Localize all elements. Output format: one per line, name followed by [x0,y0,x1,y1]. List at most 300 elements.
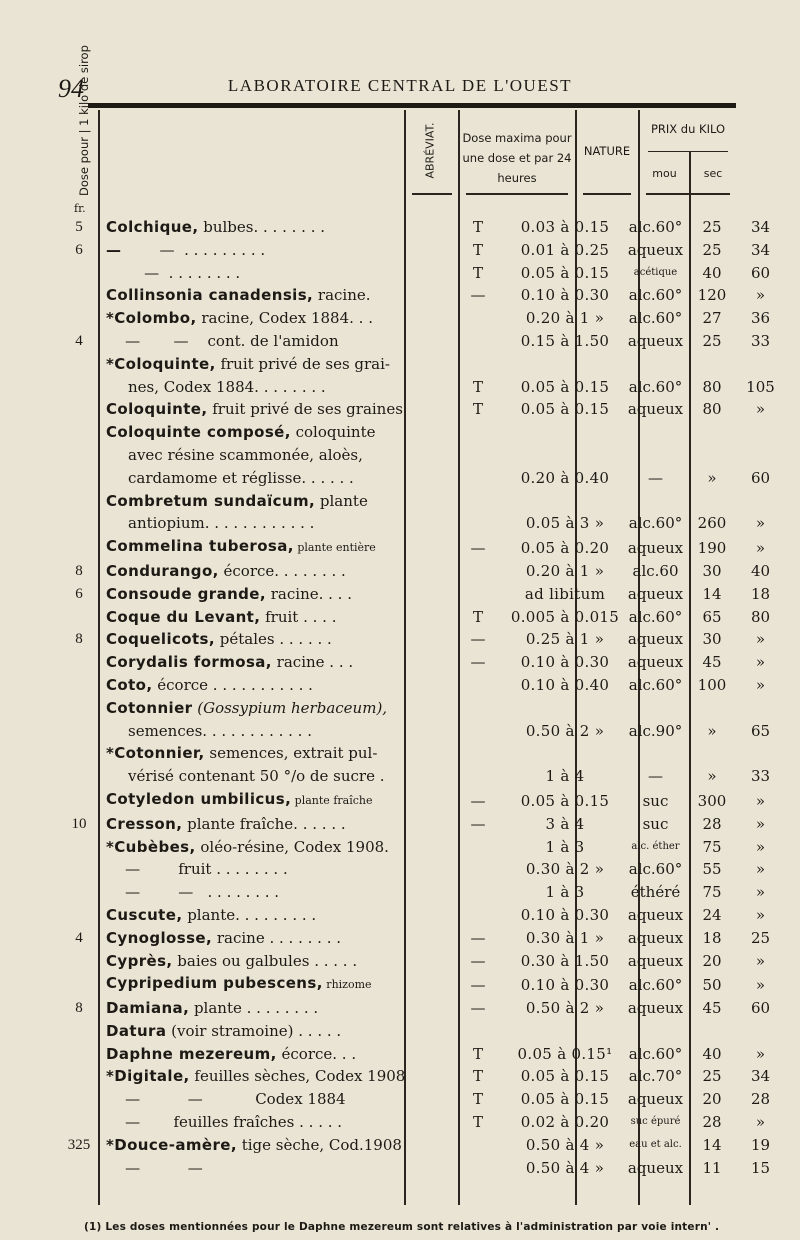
nature: aqueux [627,951,684,970]
table-row [60,606,784,629]
prix-mou [687,353,737,376]
remedy-description: tige sèche, Cod.1908 [236,1135,402,1154]
remedy-name: Coloquinte composé, [106,423,291,442]
prix-sec [737,353,784,376]
prix-mou: 80 [702,377,722,396]
remedy-cell [98,216,450,239]
sirop-dose [60,307,98,330]
nature: alc.60° [628,286,683,305]
abreviation: — [470,653,486,672]
sirop-dose [60,720,98,743]
dose-maxima [506,444,624,467]
remedy-name: Cotyledon umbilicus, [106,789,292,808]
table-row [60,858,784,881]
nature: alc.60 [632,561,679,580]
sirop-dose: 6 [75,585,83,602]
dose-maxima: 0.30 à 1.50 [520,951,610,970]
sirop-dose [60,467,98,490]
abreviation [450,444,506,467]
remedy-name: Coloquinte, [106,400,208,419]
table-row [60,788,784,813]
dose-maxima: 0.005 à 0.015 [510,607,620,626]
table-row [60,216,784,239]
prix-sec [737,697,784,720]
table-row [60,1020,784,1043]
sirop-dose [60,1111,98,1134]
prix-sec: » [755,675,766,694]
dose-maxima: 0.05 à 0.15 [520,1090,610,1109]
prix-mou: 55 [702,860,722,879]
table-row [60,421,784,444]
dose-maxima: 0.30 à 1 » [525,928,605,947]
remedy-cell [98,330,450,353]
remedy-cell [98,467,450,490]
prix-mou: 120 [697,286,727,305]
remedy-description: fruit . . . . [260,607,337,626]
remedy-cell [98,421,450,444]
remedy-description: écorce. . . [276,1044,357,1063]
dose-maxima: 0.50 à 2 » [525,721,605,740]
header-dose-sirop: Dose pour | 1 kilo de sirop [77,45,91,196]
nature: aqueux [627,928,684,947]
remedy-description: plante. . . . . . . . . [182,905,317,924]
remedy-cell [98,1043,450,1066]
remedy-description: écorce . . . . . . . . . . . [152,675,313,694]
sirop-dose: 4 [75,929,83,946]
remedy-name: Coto, [106,675,153,694]
nature: alc.60° [628,860,683,879]
remedy-description: (Gossypium herbaceum), [192,698,388,717]
dose-maxima: 0.05 à 0.15 [520,1067,610,1086]
sirop-dose: 5 [75,219,83,235]
prix-sec: 60 [750,468,771,487]
abreviation [450,742,506,765]
prix-mou: 40 [702,263,722,282]
nature: suc [642,814,669,833]
abreviation [450,1020,506,1043]
nature: alc.90° [628,721,683,740]
prix-mou: 40 [702,1044,722,1063]
prix-sec: » [755,976,766,995]
nature: éthéré [630,883,681,902]
prix-sec: » [755,630,766,649]
nature [624,421,687,444]
prix-sec: » [755,791,766,810]
remedy-cell [98,1134,450,1157]
sirop-dose: 325 [67,1136,91,1153]
prix-sec: 36 [750,309,771,328]
header-rule-nature [583,193,631,195]
abreviation [450,421,506,444]
prix-subrule [648,151,728,152]
dose-maxima: 0.05 à 0.20 [520,539,610,558]
sirop-dose [60,1020,98,1043]
prix-mou: 50 [702,976,722,995]
remedy-cell [98,674,450,697]
remedy-name: Datura [106,1021,167,1040]
abreviation: T [472,1044,483,1063]
prix-mou: » [707,721,717,740]
footnote: (1) Les doses mentionnées pour le Daphne mezereum sont relatives à l'administration par voie intern' . [84,1221,720,1233]
prix-sec: 34 [750,1067,771,1086]
abreviation [450,720,506,743]
dose-maxima: 0.05 à 0.15 [520,377,610,396]
remedy-cell [98,1111,450,1134]
prix-mou: 300 [697,791,727,810]
abreviation [450,858,506,881]
prix-sec [737,421,784,444]
remedy-cell [98,651,450,674]
prix-sec: 34 [750,240,771,259]
prix-mou [687,697,737,720]
prix-sec [737,490,784,513]
prix-mou: 100 [697,675,727,694]
table-row [60,1043,784,1066]
prix-sec: 60 [750,263,771,282]
prix-mou: 14 [702,584,722,603]
prix-mou: 25 [702,218,722,236]
remedy-cell [98,628,450,651]
abreviation: — [470,286,486,305]
prix-mou: 25 [702,240,722,259]
remedy-description: oléo-résine, Codex 1908. [195,837,389,856]
abreviation: — [470,814,486,833]
table-row [60,376,784,399]
remedy-name: *Cubèbes, [106,837,196,856]
remedy-description: fruit privé de ses grai- [215,354,390,373]
remedy-name: Colchique, [106,218,199,236]
prix-sec: » [755,400,766,419]
table-row [60,1065,784,1088]
abreviation [450,512,506,535]
prix-mou: 45 [702,999,722,1018]
prix-mou: 190 [697,539,727,558]
prix-mou: 25 [702,1067,722,1086]
prix-sec: 25 [750,928,771,947]
unit-francs: fr. [74,202,86,215]
prix-mou: 28 [702,1113,722,1132]
table-row [60,1157,784,1180]
abreviation: — [470,791,486,810]
sirop-dose: 10 [71,815,87,832]
prix-mou: 260 [697,514,727,533]
nature: alc.60° [628,607,683,626]
table-row [60,927,784,950]
remedy-name: *Cotonnier, [106,744,205,763]
abreviation [450,697,506,720]
prix-sec: 33 [750,331,771,350]
table-row [60,307,784,330]
dose-maxima [506,421,624,444]
abreviation: — [470,928,486,947]
abreviation: T [472,240,483,259]
sirop-dose [60,444,98,467]
remedy-name: *Colombo, [106,309,197,328]
remedy-description: plante fraîche. . . . . . [182,814,346,833]
dose-maxima: 0.20 à 1 » [525,309,605,328]
dose-maxima: 0.30 à 2 » [525,860,605,879]
header-rule-prix [646,193,730,195]
remedy-name: *Digitale, [106,1067,190,1086]
sirop-dose [60,972,98,997]
remedy-name: Commelina tuberosa, [106,537,294,556]
header-dose-maxima: Dose maxima pour une dose et par 24 heures [462,131,572,185]
remedy-name: Coque du Levant, [106,607,261,626]
abreviation [450,307,506,330]
remedy-description: bulbes. . . . . . . . [198,218,325,236]
nature: aqueux [627,630,684,649]
prix-mou: 14 [702,1135,722,1154]
prix-mou: » [707,767,717,786]
abreviation: T [472,263,483,282]
dose-maxima: 0.10 à 0.30 [520,905,610,924]
remedy-description: semences, extrait pul- [204,744,378,763]
remedy-description: — — Codex 1884 [106,1090,346,1109]
nature: alc.70° [628,1067,683,1086]
abreviation [450,330,506,353]
sirop-dose [60,262,98,285]
table-row [60,836,784,859]
abreviation [450,1157,506,1180]
nature: aqueux [627,240,684,259]
table-row [60,398,784,421]
sirop-dose [60,742,98,765]
nature [624,697,687,720]
remedy-description: coloquinte [290,423,376,442]
dose-maxima: 1 à 3 [545,837,585,856]
table-row [60,467,784,490]
sirop-dose: 8 [75,1000,83,1017]
table-row [60,950,784,973]
remedy-description: rhizome [322,978,372,992]
remedy-description: baies ou galbules . . . . . [172,951,358,970]
table-row [60,628,784,651]
nature: alc.60° [628,675,683,694]
remedy-name: — [106,240,122,259]
nature: — [648,767,663,786]
remedy-cell [98,284,450,307]
remedy-name: Consoude grande, [106,584,266,603]
dose-maxima: 0.02 à 0.20 [520,1113,610,1132]
remedy-name: Condurango, [106,561,219,580]
prix-sec: 65 [750,721,771,740]
sirop-dose: 4 [75,332,83,349]
prix-mou: 75 [702,883,722,902]
abreviation: T [472,1113,483,1132]
prix-mou [687,1020,737,1043]
prix-sec: » [755,883,766,902]
remedy-description: plante entière [293,541,376,555]
sirop-dose [60,284,98,307]
table-row [60,535,784,560]
nature: — [648,468,663,487]
remedy-cell [98,972,450,997]
dose-maxima: 0.10 à 0.30 [520,976,610,995]
remedy-cell [98,262,450,285]
nature: aqueux [627,1158,684,1177]
table-row [60,674,784,697]
remedy-name: Cynoglosse, [106,928,213,947]
dose-maxima [506,742,624,765]
sirop-dose [60,1043,98,1066]
sirop-dose [60,398,98,421]
dose-maxima: 0.05 à 0.15 [520,263,610,282]
remedy-description: nes, Codex 1884. . . . . . . . [128,377,326,396]
remedy-cell [98,742,450,765]
remedy-cell [98,512,450,535]
dose-maxima: 0.15 à 1.50 [520,331,610,350]
sirop-dose [60,881,98,904]
table-row [60,330,784,353]
abreviation: T [472,400,483,419]
prix-mou: » [707,468,717,487]
nature: alc.60° [628,218,683,236]
nature: aqueux [627,539,684,558]
remedy-cell [98,836,450,859]
remedy-cell [98,1065,450,1088]
nature [624,444,687,467]
remedy-cell [98,490,450,513]
prix-sec: 80 [750,607,771,626]
remedy-description: racine . . . . . . . . [212,928,341,947]
prix-mou: 28 [702,814,722,833]
sirop-dose [60,904,98,927]
remedy-cell [98,583,450,606]
prix-sec: » [755,1113,766,1132]
table-row [60,444,784,467]
prix-mou [687,421,737,444]
nature: aqueux [627,999,684,1018]
prix-sec: » [755,814,766,833]
prix-mou [687,444,737,467]
table-row [60,490,784,513]
prix-mou: 75 [702,837,722,856]
remedy-description: — . . . . . . . . [106,263,241,282]
prix-sec: 105 [746,377,775,396]
abreviation [450,490,506,513]
prix-sec: 15 [750,1158,771,1177]
abreviation: T [472,1090,483,1109]
dose-maxima: 0.10 à 0.30 [520,653,610,672]
table-row [60,583,784,606]
nature: acétique [633,266,678,278]
page-number: 94 [58,74,84,103]
header-abreviat: ABRÉVIAT. [423,122,437,179]
table-row [60,742,784,765]
nature: alc.60° [628,377,683,396]
header-rule-dose [466,193,568,195]
dose-maxima: 0.05 à 0.15¹ [517,1044,613,1063]
table-row [60,1111,784,1134]
remedy-description: — feuilles fraîches . . . . . [106,1113,343,1132]
prix-mou: 80 [702,400,722,419]
header-rule-abr [412,193,452,195]
nature: suc épuré [630,1116,681,1128]
remedy-description: fruit privé de ses graines [207,400,403,419]
sirop-dose [60,788,98,813]
table-row [60,262,784,285]
table-row [60,972,784,997]
remedy-description: semences. . . . . . . . . . . . [128,721,312,740]
remedy-cell [98,606,450,629]
nature [624,742,687,765]
running-title: LABORATOIRE CENTRAL DE L'OUEST [227,76,573,95]
dose-maxima: 0.10 à 0.30 [520,286,610,305]
prix-sec: » [755,860,766,879]
prix-sec: 40 [750,561,771,580]
prix-mou: 25 [702,331,722,350]
dose-maxima: 0.50 à 4 » [525,1158,605,1177]
dose-maxima: 0.50 à 2 » [525,999,605,1018]
remedy-cell [98,697,450,720]
remedy-name: Corydalis formosa, [106,653,272,672]
nature: aqueux [627,653,684,672]
remedy-description: (voir stramoine) . . . . . [166,1021,342,1040]
nature [624,353,687,376]
abreviation: T [472,218,483,236]
abreviation: T [472,377,483,396]
prix-mou: 27 [702,309,722,328]
remedy-name: Collinsonia canadensis, [106,286,314,305]
remedy-name: Cotonnier [106,698,193,717]
remedy-description: écorce. . . . . . . . [218,561,346,580]
prix-mou: 20 [702,951,722,970]
remedy-cell [98,881,450,904]
remedy-cell [98,239,450,262]
header-prix: PRIX du KILO [650,122,726,136]
remedy-cell [98,997,450,1020]
remedy-cell [98,1020,450,1043]
table-row [60,1088,784,1111]
remedy-cell [98,765,450,788]
abreviation [450,560,506,583]
prix-sec: 34 [750,218,771,236]
prix-mou: 24 [702,905,722,924]
sirop-dose [60,674,98,697]
abreviation: T [472,607,483,626]
dose-maxima: 0.05 à 0.15 [520,400,610,419]
sirop-dose [60,1157,98,1180]
dose-maxima: 0.25 à 1 » [525,630,605,649]
remedy-name: Cypripedium pubescens, [106,974,323,993]
remedy-cell [98,813,450,836]
nature [624,1020,687,1043]
nature: aqueux [627,331,684,350]
remedy-cell [98,376,450,399]
abreviation [450,1134,506,1157]
prix-sec: » [755,286,766,305]
remedy-name: Cyprès, [106,951,173,970]
remedy-cell [98,307,450,330]
prix-sec: 19 [750,1135,771,1154]
sirop-dose [60,353,98,376]
prix-sec [737,1020,784,1043]
abreviation: — [470,976,486,995]
remedy-description: — — [106,1158,203,1177]
table-row [60,997,784,1020]
remedy-cell [98,720,450,743]
dose-maxima: 0.05 à 3 » [525,514,605,533]
sirop-dose [60,512,98,535]
remedy-description: racine . . . [271,653,354,672]
prix-sec: 33 [750,767,771,786]
remedy-description: antiopium. . . . . . . . . . . . [128,514,315,533]
remedy-name: *Coloquinte, [106,354,216,373]
nature: alc. éther [631,840,680,852]
remedy-name: Coquelicots, [106,630,215,649]
sirop-dose: 8 [75,631,83,648]
prix-sec: » [755,837,766,856]
